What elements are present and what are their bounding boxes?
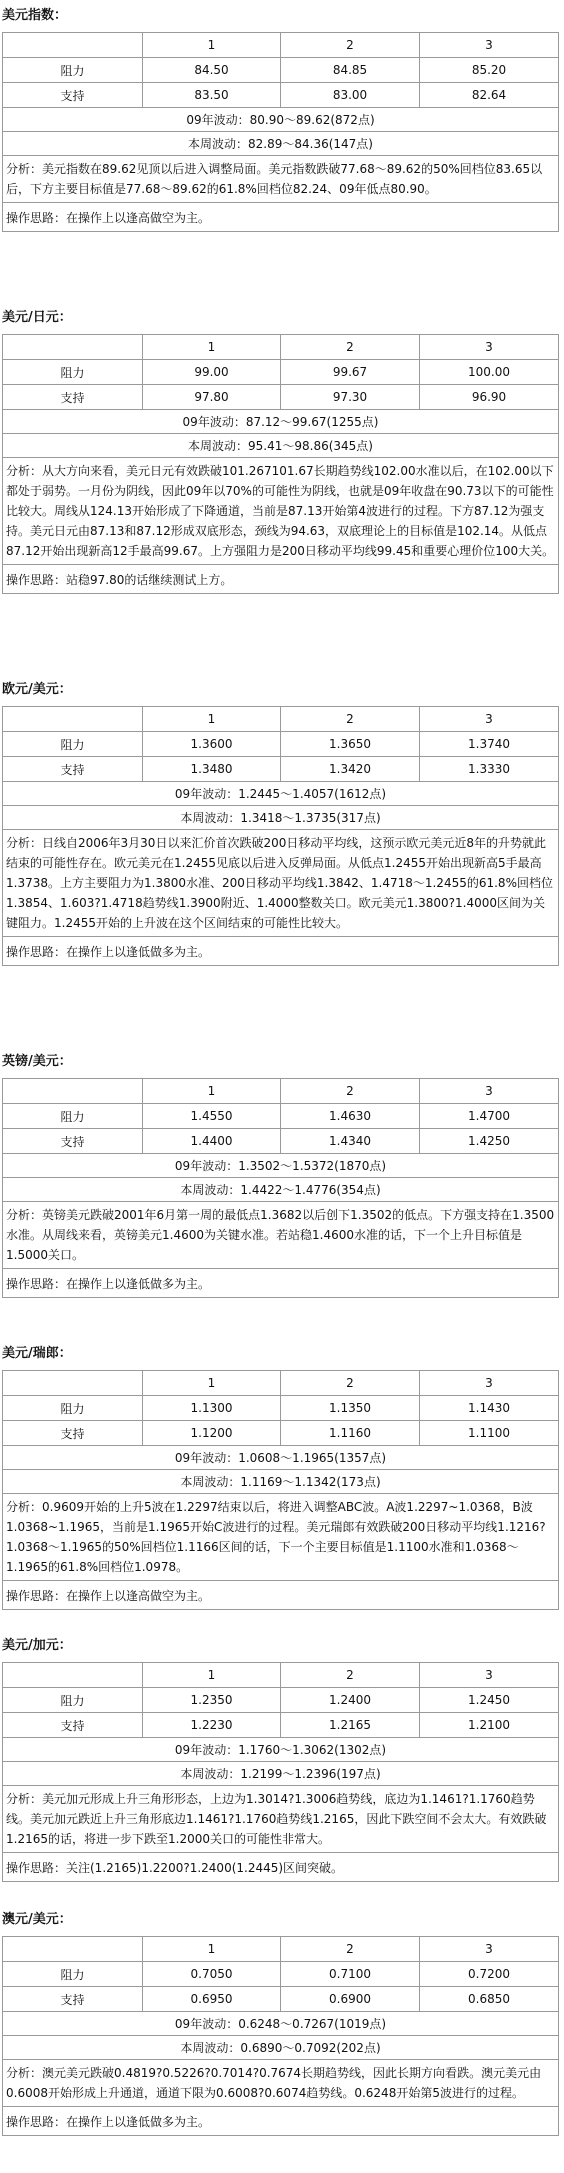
analysis-row — [3, 830, 559, 937]
support-value: 1.1200 — [143, 1421, 281, 1446]
header-cell: 3 — [420, 335, 559, 360]
weekly-range: 本周波动：95.41～98.86(345点) — [3, 434, 559, 458]
support-value: 97.80 — [143, 385, 281, 410]
support-label: 支持 — [3, 1129, 143, 1154]
yearly-range-row — [3, 410, 559, 434]
resistance-value: 1.4550 — [143, 1104, 281, 1129]
resistance-value: 1.3650 — [281, 732, 420, 757]
support-value: 1.3330 — [420, 757, 559, 782]
support-row — [3, 1713, 559, 1738]
header-cell: 2 — [281, 1663, 420, 1688]
support-value: 1.1160 — [281, 1421, 420, 1446]
analysis-row — [3, 1202, 559, 1269]
resistance-value: 0.7050 — [143, 1962, 281, 1987]
support-label: 支持 — [3, 1713, 143, 1738]
yearly-range: 09年波动：87.12～99.67(1255点) — [3, 410, 559, 434]
header-empty-cell — [3, 1937, 143, 1962]
support-row — [3, 757, 559, 782]
section-usd-index — [0, 6, 564, 308]
header-cell: 3 — [420, 707, 559, 732]
yearly-range: 09年波动：1.3502～1.5372(1870点) — [3, 1154, 559, 1178]
support-value: 1.3480 — [143, 757, 281, 782]
header-empty-cell — [3, 1079, 143, 1104]
quote-table — [2, 1078, 559, 1298]
support-label: 支持 — [3, 1421, 143, 1446]
weekly-range-row — [3, 806, 559, 830]
section-title: 美元/瑞郎： — [2, 1346, 72, 1361]
resistance-label: 阻力 — [3, 732, 143, 757]
support-row — [3, 1129, 559, 1154]
analysis-text: 分析：0.9609开始的上升5波在1.2297结束以后，将进入调整ABC波。A波1.2297~1.0368，B波1.0368~1.1965，当前是1.1965开始C波进行的过程。美元瑞郎有效跌破200日移动平均线1.1216?1.0368～1.1965的50%回档位1.1166区间的话，下一个主要目标值是1.1100水准和1.0368～1.1965的61.8%回档位1.0978。 — [3, 1494, 559, 1581]
support-value: 0.6950 — [143, 1987, 281, 2012]
weekly-range-row — [3, 132, 559, 156]
header-cell: 1 — [143, 33, 281, 58]
support-value: 0.6850 — [420, 1987, 559, 2012]
support-row — [3, 1421, 559, 1446]
resistance-label: 阻力 — [3, 360, 143, 385]
support-label: 支持 — [3, 83, 143, 108]
operation-row — [3, 1853, 559, 1882]
header-cell: 3 — [420, 33, 559, 58]
support-row — [3, 385, 559, 410]
operation-text: 操作思路：在操作上以逢低做多为主。 — [3, 937, 559, 966]
header-row — [3, 1371, 559, 1396]
operation-text: 操作思路：站稳97.80的话继续测试上方。 — [3, 565, 559, 594]
support-value: 1.2165 — [281, 1713, 420, 1738]
support-value: 1.4400 — [143, 1129, 281, 1154]
header-cell: 1 — [143, 1371, 281, 1396]
yearly-range: 09年波动：1.1760～1.3062(1302点) — [3, 1738, 559, 1762]
resistance-value: 1.1300 — [143, 1396, 281, 1421]
resistance-value: 100.00 — [420, 360, 559, 385]
weekly-range-row — [3, 1178, 559, 1202]
quote-table — [2, 334, 559, 594]
resistance-label: 阻力 — [3, 1688, 143, 1713]
header-cell: 3 — [420, 1663, 559, 1688]
resistance-value: 0.7200 — [420, 1962, 559, 1987]
resistance-row — [3, 1396, 559, 1421]
resistance-value: 85.20 — [420, 58, 559, 83]
resistance-value: 84.85 — [281, 58, 420, 83]
quote-table — [2, 32, 559, 232]
header-cell: 2 — [281, 1079, 420, 1104]
analysis-text: 分析：美元加元形成上升三角形形态，上边为1.3014?1.3006趋势线，底边为1.1461?1.1760趋势线。美元加元跌近上升三角形底边1.1461?1.1760趋势线1.2165，因此下跌空间不会太大。有效跌破1.2165的话，将进一步下跌至1.2000关口的可能性非常大。 — [3, 1786, 559, 1853]
support-row — [3, 1987, 559, 2012]
resistance-row — [3, 732, 559, 757]
header-cell: 1 — [143, 1663, 281, 1688]
header-row — [3, 1663, 559, 1688]
resistance-value: 84.50 — [143, 58, 281, 83]
resistance-value: 1.1350 — [281, 1396, 420, 1421]
operation-row — [3, 937, 559, 966]
operation-row — [3, 565, 559, 594]
support-value: 1.3420 — [281, 757, 420, 782]
section-title: 英镑/美元： — [2, 1054, 72, 1069]
weekly-range-row — [3, 1762, 559, 1786]
resistance-value: 99.67 — [281, 360, 420, 385]
analysis-text: 分析：日线自2006年3月30日以来汇价首次跌破200日移动平均线，这预示欧元美元近8年的升势就此结束的可能性存在。欧元美元在1.2455见底以后进入反弹局面。从低点1.2455开始出现新高5手最高1.3738。上方主要阻力为1.3800水准、200日移动平均线1.3842、1.4718～1.2455的61.8%回档位1.3854、1.603?1.4718趋势线1.3900附近、1.4000整数关口。欧元美元1.3800?1.4000区间为关键阻力。1.2455开始的上升波在这个区间结束的可能性比较大。 — [3, 830, 559, 937]
resistance-value: 1.2450 — [420, 1688, 559, 1713]
operation-text: 操作思路：在操作上以逢高做空为主。 — [3, 203, 559, 232]
resistance-row — [3, 1688, 559, 1713]
analysis-text: 分析：美元指数在89.62见顶以后进入调整局面。美元指数跌破77.68～89.62的50%回档位83.65以后，下方主要目标值是77.68～89.62的61.8%回档位82.24、09年低点80.90。 — [3, 156, 559, 203]
analysis-text: 分析：英镑美元跌破2001年6月第一周的最低点1.3682以后创下1.3502的低点。下方强支持在1.3500水准。从周线来看，英镑美元1.4600为关键水准。若站稳1.4600水准的话，下一个上升目标值是1.5000关口。 — [3, 1202, 559, 1269]
header-row — [3, 1079, 559, 1104]
weekly-range-row — [3, 2036, 559, 2060]
yearly-range-row — [3, 1154, 559, 1178]
section-title: 美元/加元： — [2, 1638, 72, 1653]
operation-text: 操作思路：在操作上以逢低做多为主。 — [3, 1269, 559, 1298]
resistance-value: 1.1430 — [420, 1396, 559, 1421]
header-cell: 1 — [143, 1079, 281, 1104]
weekly-range: 本周波动：1.1169～1.1342(173点) — [3, 1470, 559, 1494]
header-cell: 3 — [420, 1079, 559, 1104]
analysis-row — [3, 1786, 559, 1853]
analysis-text: 分析：澳元美元跌破0.4819?0.5226?0.7014?0.7674长期趋势线，因此长期方向看跌。澳元美元由0.6008开始形成上升通道，通道下限为0.6008?0.6074趋势线。0.6248开始第5波进行的过程。 — [3, 2060, 559, 2107]
operation-text: 操作思路：在操作上以逢低做多为主。 — [3, 2107, 559, 2136]
yearly-range-row — [3, 1738, 559, 1762]
yearly-range-row — [3, 2012, 559, 2036]
header-cell: 2 — [281, 1937, 420, 1962]
operation-text: 操作思路：关注(1.2165)1.2200?1.2400(1.2445)区间突破。 — [3, 1853, 559, 1882]
weekly-range: 本周波动：82.89～84.36(147点) — [3, 132, 559, 156]
resistance-value: 1.3740 — [420, 732, 559, 757]
weekly-range-row — [3, 1470, 559, 1494]
resistance-value: 1.3600 — [143, 732, 281, 757]
support-value: 96.90 — [420, 385, 559, 410]
resistance-value: 1.4700 — [420, 1104, 559, 1129]
header-empty-cell — [3, 707, 143, 732]
weekly-range: 本周波动：1.3418～1.3735(317点) — [3, 806, 559, 830]
operation-row — [3, 203, 559, 232]
weekly-range: 本周波动：0.6890～0.7092(202点) — [3, 2036, 559, 2060]
section-usd-cad — [0, 1636, 564, 1910]
resistance-label: 阻力 — [3, 1104, 143, 1129]
quote-table — [2, 1662, 559, 1882]
header-row — [3, 707, 559, 732]
analysis-text: 分析：从大方向来看，美元日元有效跌破101.267101.67长期趋势线102.00水准以后，在102.00以下都处于弱势。一月份为阴线，因此09年以70%的可能性为阴线，也就是09年收盘在90.73以下的可能性比较大。周线从124.13开始形成了下降通道，当前是87.13开始第4波进行的过程。下方87.12为强支持。美元日元由87.13和87.12形成双底形态，颈线为94.63，双底理论上的目标值是102.14。从低点87.12开始出现新高12手最高99.67。上方强阻力是200日移动平均线99.45和重要心理价位100大关。 — [3, 458, 559, 565]
resistance-value: 1.4630 — [281, 1104, 420, 1129]
analysis-row — [3, 458, 559, 565]
quote-table — [2, 1936, 559, 2136]
support-value: 1.1100 — [420, 1421, 559, 1446]
weekly-range: 本周波动：1.2199～1.2396(197点) — [3, 1762, 559, 1786]
yearly-range: 09年波动：1.0608～1.1965(1357点) — [3, 1446, 559, 1470]
support-label: 支持 — [3, 757, 143, 782]
header-cell: 3 — [420, 1937, 559, 1962]
support-value: 1.4340 — [281, 1129, 420, 1154]
section-usd-chf — [0, 1344, 564, 1636]
yearly-range-row — [3, 1446, 559, 1470]
operation-text: 操作思路：在操作上以逢高做空为主。 — [3, 1581, 559, 1610]
support-value: 83.50 — [143, 83, 281, 108]
support-value: 0.6900 — [281, 1987, 420, 2012]
header-empty-cell — [3, 1371, 143, 1396]
header-cell: 2 — [281, 1371, 420, 1396]
support-value: 1.2230 — [143, 1713, 281, 1738]
support-label: 支持 — [3, 1987, 143, 2012]
yearly-range-row — [3, 108, 559, 132]
support-row — [3, 83, 559, 108]
support-value: 83.00 — [281, 83, 420, 108]
section-title: 欧元/美元： — [2, 682, 72, 697]
analysis-row — [3, 2060, 559, 2107]
resistance-row — [3, 1104, 559, 1129]
weekly-range: 本周波动：1.4422～1.4776(354点) — [3, 1178, 559, 1202]
header-cell: 1 — [143, 335, 281, 360]
header-row — [3, 335, 559, 360]
section-title: 美元指数： — [2, 8, 68, 23]
section-aud-usd — [0, 1910, 564, 2160]
yearly-range: 09年波动：1.2445～1.4057(1612点) — [3, 782, 559, 806]
resistance-row — [3, 1962, 559, 1987]
resistance-value: 0.7100 — [281, 1962, 420, 1987]
support-value: 1.4250 — [420, 1129, 559, 1154]
header-cell: 2 — [281, 33, 420, 58]
section-title: 美元/日元： — [2, 310, 72, 325]
quote-table — [2, 706, 559, 966]
section-title: 澳元/美元： — [2, 1912, 72, 1927]
yearly-range-row — [3, 782, 559, 806]
operation-row — [3, 1581, 559, 1610]
support-label: 支持 — [3, 385, 143, 410]
operation-row — [3, 1269, 559, 1298]
resistance-label: 阻力 — [3, 1962, 143, 1987]
resistance-value: 1.2350 — [143, 1688, 281, 1713]
section-usd-jpy — [0, 308, 564, 680]
resistance-row — [3, 58, 559, 83]
header-empty-cell — [3, 1663, 143, 1688]
header-cell: 2 — [281, 335, 420, 360]
yearly-range: 09年波动：80.90～89.62(872点) — [3, 108, 559, 132]
support-value: 82.64 — [420, 83, 559, 108]
resistance-label: 阻力 — [3, 58, 143, 83]
yearly-range: 09年波动：0.6248～0.7267(1019点) — [3, 2012, 559, 2036]
header-empty-cell — [3, 335, 143, 360]
resistance-label: 阻力 — [3, 1396, 143, 1421]
analysis-row — [3, 1494, 559, 1581]
support-value: 1.2100 — [420, 1713, 559, 1738]
header-row — [3, 33, 559, 58]
quote-table — [2, 1370, 559, 1610]
section-gbp-usd — [0, 1052, 564, 1344]
header-cell: 1 — [143, 1937, 281, 1962]
resistance-value: 1.2400 — [281, 1688, 420, 1713]
resistance-row — [3, 360, 559, 385]
header-cell: 2 — [281, 707, 420, 732]
header-row — [3, 1937, 559, 1962]
header-cell: 1 — [143, 707, 281, 732]
resistance-value: 99.00 — [143, 360, 281, 385]
support-value: 97.30 — [281, 385, 420, 410]
weekly-range-row — [3, 434, 559, 458]
section-eur-usd — [0, 680, 564, 1052]
header-empty-cell — [3, 33, 143, 58]
header-cell: 3 — [420, 1371, 559, 1396]
analysis-row — [3, 156, 559, 203]
operation-row — [3, 2107, 559, 2136]
